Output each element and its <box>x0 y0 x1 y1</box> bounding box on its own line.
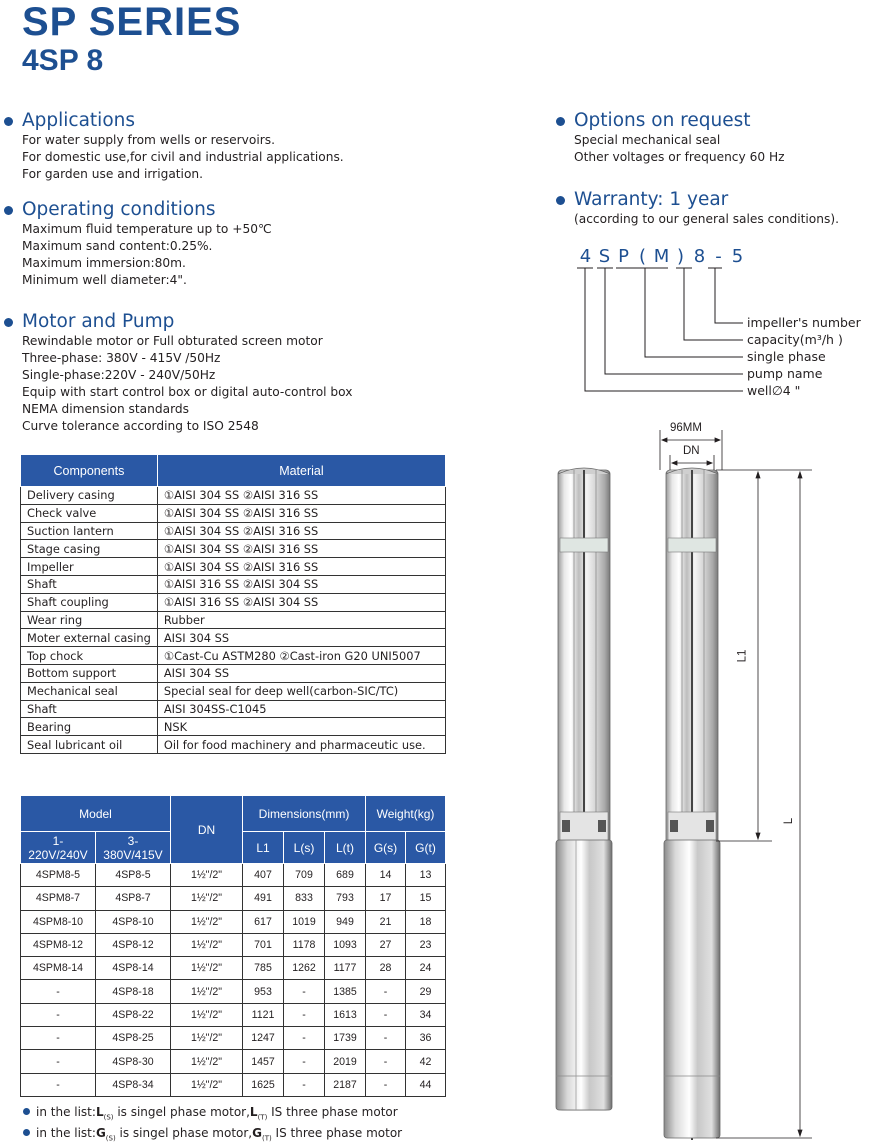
gs-header: G(s) <box>366 832 406 864</box>
l-label: L <box>783 817 796 825</box>
applications-line: For water supply from wells or reservoirs. <box>22 133 275 147</box>
component-cell: Moter external casing <box>21 629 158 647</box>
code-leader-lines <box>577 268 743 391</box>
motor-line: Rewindable motor or Full obturated screen motor <box>22 334 323 348</box>
note-line: in the $list:G_{(S)}$ is singel phase $motor,G_{(T)}$ IS three phase motor <box>36 1125 402 1146</box>
gt-cell: 13 <box>406 864 446 887</box>
dn-cell: 1½"/2" <box>171 864 243 887</box>
l1-cell: 1625 <box>243 1073 284 1096</box>
gt-cell: 34 <box>406 1003 446 1026</box>
gt-header: G(t) <box>406 832 446 864</box>
weight-header: Weight(kg) <box>366 796 446 832</box>
material-cell: Rubber <box>157 611 445 629</box>
l1-label: L1 <box>736 649 749 663</box>
dn-cell: 1½"/2" <box>171 957 243 980</box>
lt-cell: 1177 <box>325 957 366 980</box>
single-model-cell: 4SPM8-14 <box>21 957 96 980</box>
dn-cell: 1½"/2" <box>171 1003 243 1026</box>
gs-cell: 14 <box>366 864 406 887</box>
single-model-cell: - <box>21 1027 96 1050</box>
code-char: 4 <box>579 246 592 267</box>
three-model-cell: 4SP8-10 <box>96 910 171 933</box>
ls-cell: - <box>284 1073 325 1096</box>
single-model-cell: 4SPM8-5 <box>21 864 96 887</box>
operating-heading: Operating conditions <box>22 199 272 221</box>
gt-cell: 29 <box>406 980 446 1003</box>
dn-label: DN <box>683 445 700 457</box>
note-line: in the $list:L_{(S)}$ is singel phase $motor,L_{(T)}$ IS three phase motor <box>36 1104 402 1125</box>
three-model-cell: 4SP8-14 <box>96 957 171 980</box>
material-cell: ①Cast-Cu ASTM280 ②Cast-iron G20 UNI5007 <box>157 647 445 665</box>
three-model-cell: 4SP8-34 <box>96 1073 171 1096</box>
three-model-cell: 4SP8-5 <box>96 864 171 887</box>
dn-header: DN <box>171 796 243 864</box>
code-char: P <box>618 246 629 267</box>
l1-cell: 1457 <box>243 1050 284 1073</box>
component-cell: Wear ring <box>21 611 158 629</box>
component-cell: Stage casing <box>21 540 158 558</box>
warranty-heading: Warranty: 1 year <box>574 189 839 211</box>
l1-cell: 617 <box>243 910 284 933</box>
gs-cell: 28 <box>366 957 406 980</box>
ls-cell: 1262 <box>284 957 325 980</box>
dn-cell: 1½"/2" <box>171 910 243 933</box>
gt-cell: 23 <box>406 933 446 956</box>
single-model-cell: - <box>21 1003 96 1026</box>
component-cell: Mechanical seal <box>21 682 158 700</box>
single-model-cell: 4SPM8-10 <box>21 910 96 933</box>
component-cell: Suction lantern <box>21 522 158 540</box>
lt-cell: 689 <box>325 864 366 887</box>
dn-cell: 1½"/2" <box>171 933 243 956</box>
options-line: Special mechanical seal <box>574 133 721 147</box>
component-cell: Top chock <box>21 647 158 665</box>
pump-drawing-right <box>664 468 720 1140</box>
three-model-cell: 4SP8-25 <box>96 1027 171 1050</box>
material-cell: ①AISI 304 SS ②AISI 316 SS <box>157 540 445 558</box>
dn-cell: 1½"/2" <box>171 980 243 1003</box>
code-char: 8 <box>693 246 706 267</box>
gt-cell: 18 <box>406 910 446 933</box>
dn-cell: 1½"/2" <box>171 1050 243 1073</box>
motor-line: Three-phase: 380V - 415V /50Hz <box>22 351 221 365</box>
material-cell: ①AISI 316 SS ②AISI 304 SS <box>157 593 445 611</box>
l1-cell: 785 <box>243 957 284 980</box>
gs-cell: 21 <box>366 910 406 933</box>
operating-line: Maximum immersion:80m. <box>22 256 186 270</box>
ls-cell: 709 <box>284 864 325 887</box>
gs-cell: - <box>366 1050 406 1073</box>
component-cell: Bearing <box>21 718 158 736</box>
material-cell: Oil for food machinery and pharmaceutic use. <box>157 736 445 754</box>
code-label-pump-name: pump name <box>747 366 823 381</box>
applications-line: For garden use and irrigation. <box>22 167 204 181</box>
gs-cell: - <box>366 980 406 1003</box>
lt-cell: 1093 <box>325 933 366 956</box>
model-header: Model <box>21 796 171 832</box>
lt-header: L(t) <box>325 832 366 864</box>
ls-cell: 1178 <box>284 933 325 956</box>
gt-cell: 36 <box>406 1027 446 1050</box>
dn-cell: 1½"/2" <box>171 887 243 910</box>
material-cell: NSK <box>157 718 445 736</box>
component-cell: Shaft coupling <box>21 593 158 611</box>
single-model-cell: - <box>21 1073 96 1096</box>
l1-cell: 407 <box>243 864 284 887</box>
lt-cell: 1739 <box>325 1027 366 1050</box>
lt-cell: 949 <box>325 910 366 933</box>
single-model-cell: 4SPM8-7 <box>21 887 96 910</box>
motor-line: Equip with start control box or digital auto-control box <box>22 385 353 399</box>
material-cell: ①AISI 316 SS ②AISI 304 SS <box>157 575 445 593</box>
material-header: Material <box>157 455 445 487</box>
applications-heading: Applications <box>22 110 344 132</box>
code-char: - <box>715 246 722 267</box>
components-header: Components <box>21 455 158 487</box>
l1-cell: 491 <box>243 887 284 910</box>
code-label-well: well∅4 " <box>747 383 801 398</box>
ls-header: L(s) <box>284 832 325 864</box>
l1-header: L1 <box>243 832 284 864</box>
dn-cell: 1½"/2" <box>171 1027 243 1050</box>
lt-cell: 793 <box>325 887 366 910</box>
component-cell: Shaft <box>21 575 158 593</box>
gs-cell: - <box>366 1073 406 1096</box>
three-phase-header: 3- 380V/415V <box>96 832 171 864</box>
component-cell: Check valve <box>21 504 158 522</box>
three-model-cell: 4SP8-12 <box>96 933 171 956</box>
gs-cell: - <box>366 1003 406 1026</box>
ls-cell: 1019 <box>284 910 325 933</box>
ls-cell: - <box>284 1050 325 1073</box>
single-phase-header: 1- 220V/240V <box>21 832 96 864</box>
single-model-cell: - <box>21 1050 96 1073</box>
code-label-capacity: capacity(m³/h ) <box>747 332 843 347</box>
code-char: ( <box>638 246 647 267</box>
applications-line: For domestic use,for civil and industrial applications. <box>22 150 344 164</box>
lt-cell: 2187 <box>325 1073 366 1096</box>
gt-cell: 44 <box>406 1073 446 1096</box>
material-cell: ①AISI 304 SS ②AISI 316 SS <box>157 522 445 540</box>
single-model-cell: - <box>21 980 96 1003</box>
dn-cell: 1½"/2" <box>171 1073 243 1096</box>
operating-line: Maximum fluid temperature up to +50℃ <box>22 222 272 236</box>
ls-cell: - <box>284 1003 325 1026</box>
single-model-cell: 4SPM8-12 <box>21 933 96 956</box>
code-char: ) <box>676 246 685 267</box>
series-title: SP SERIES <box>22 0 242 44</box>
model-subtitle: 4SP 8 <box>22 44 104 77</box>
gs-cell: - <box>366 1027 406 1050</box>
options-heading: Options on request <box>574 110 785 132</box>
ls-cell: 833 <box>284 887 325 910</box>
lt-cell: 2019 <box>325 1050 366 1073</box>
three-model-cell: 4SP8-30 <box>96 1050 171 1073</box>
material-cell: ①AISI 304 SS ②AISI 316 SS <box>157 504 445 522</box>
material-cell: AISI 304 SS <box>157 629 445 647</box>
code-label-phase: single phase <box>747 349 826 364</box>
l1-cell: 953 <box>243 980 284 1003</box>
three-model-cell: 4SP8-7 <box>96 887 171 910</box>
options-line: Other voltages or frequency 60 Hz <box>574 150 785 164</box>
code-char: S <box>598 246 611 267</box>
component-cell: Impeller <box>21 558 158 576</box>
gs-cell: 27 <box>366 933 406 956</box>
component-cell: Delivery casing <box>21 487 158 505</box>
three-model-cell: 4SP8-22 <box>96 1003 171 1026</box>
component-cell: Bottom support <box>21 664 158 682</box>
component-cell: Seal lubricant oil <box>21 736 158 754</box>
material-cell: AISI 304 SS <box>157 664 445 682</box>
pump-drawing-left <box>556 468 612 1110</box>
material-cell: Special seal for deep well(carbon-SIC/TC) <box>157 682 445 700</box>
operating-line: Maximum sand content:0.25%. <box>22 239 213 253</box>
three-model-cell: 4SP8-18 <box>96 980 171 1003</box>
ls-cell: - <box>284 980 325 1003</box>
material-cell: ①AISI 304 SS ②AISI 316 SS <box>157 487 445 505</box>
code-label-impeller: impeller's number <box>747 315 861 330</box>
warranty-line: (according to our general sales conditions). <box>574 212 839 226</box>
ls-cell: - <box>284 1027 325 1050</box>
code-char: M <box>653 246 670 267</box>
width-label: 96MM <box>670 422 702 434</box>
material-cell: AISI 304SS-C1045 <box>157 700 445 718</box>
l1-cell: 1121 <box>243 1003 284 1026</box>
l1-cell: 701 <box>243 933 284 956</box>
gt-cell: 15 <box>406 887 446 910</box>
motor-line: NEMA dimension standards <box>22 402 189 416</box>
lt-cell: 1613 <box>325 1003 366 1026</box>
gs-cell: 17 <box>366 887 406 910</box>
l1-cell: 1247 <box>243 1027 284 1050</box>
operating-line: Minimum well diameter:4". <box>22 273 187 287</box>
motor-heading: Motor and Pump <box>22 311 352 333</box>
component-cell: Shaft <box>21 700 158 718</box>
material-cell: ①AISI 304 SS ②AISI 316 SS <box>157 558 445 576</box>
motor-line: Single-phase:220V - 240V/50Hz <box>22 368 216 382</box>
motor-line: Curve tolerance according to ISO 2548 <box>22 419 259 433</box>
gt-cell: 24 <box>406 957 446 980</box>
lt-cell: 1385 <box>325 980 366 1003</box>
gt-cell: 42 <box>406 1050 446 1073</box>
code-char: 5 <box>731 246 744 267</box>
dimensions-header: Dimensions(mm) <box>243 796 366 832</box>
